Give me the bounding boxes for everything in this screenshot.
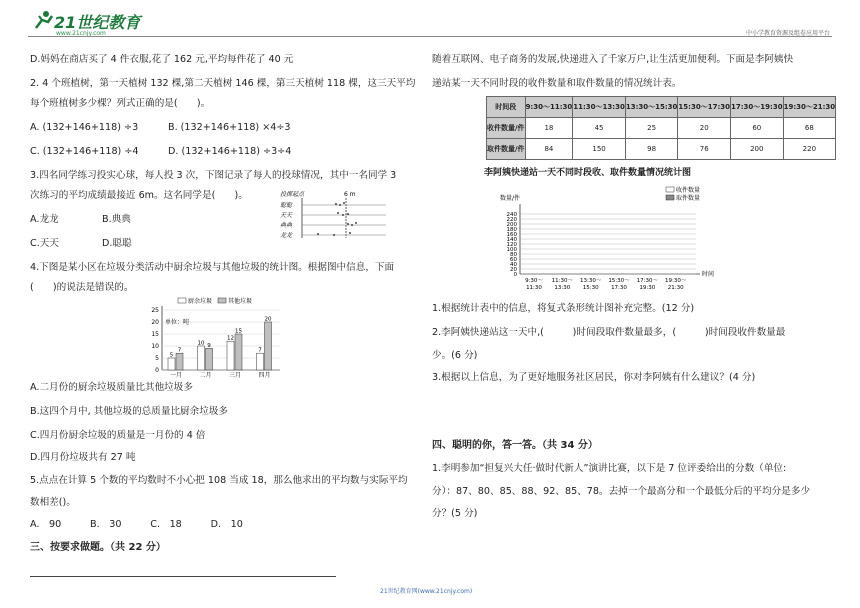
table-row [487,118,836,139]
y-tick-label: 140 [506,237,517,243]
delivery-table-wrap [486,96,836,160]
right-q1: 1.根据统计表中的信息，将复式条形统计图补充完整。(12 分) [432,303,695,314]
legend-label: 其他垃圾 [228,298,253,305]
y-tick-label: 160 [506,232,517,238]
y-axis-label: 数量/件 [500,195,521,202]
y-tick-label: 180 [506,227,517,233]
q3-stem-2: 次练习的平均成绩最接近 6m。这名同学是( )。 [30,190,248,201]
header-tagline: 中小学教育资源及组卷应用平台 [745,30,830,37]
table-slot: 19:30～21:30 [783,97,836,118]
x-axis-label: 时间 [702,271,715,278]
legend-label: 收件数量 [676,187,701,194]
q3-stem-1: 3.四名同学练习投实心球，每人投 3 次，下图记录了每人的投球情况，其中一名同学 3 [30,170,397,181]
right-q3: 3.根据以上信息，为了更好地服务社区居民，你对李阿姨有什么建议？(4 分) [432,372,756,383]
throw-record-figure [278,188,390,240]
x-tick-label: 17:30～ [636,278,659,284]
y-tick-label: 15 [151,331,159,338]
bar-value-label: 9 [207,342,211,349]
q3-option-d: D.聪聪 [102,238,132,249]
table-row-label: 取件数量/件 [487,139,526,160]
q4-option-b: B.这四个月中, 其他垃圾的总质量比厨余垃圾多 [30,406,229,417]
s4-q1-line-1: 1.李明参加“担复兴大任·做时代新人”演讲比赛，以下是 7 位评委给出的分数（单位: [432,463,787,474]
q1-option-d: D.妈妈在商店买了 4 件衣服,花了 162 元,平均每件花了 40 元 [30,54,294,65]
throw-name-label: 典典 [280,222,293,229]
x-tick-label: 19:30～ [664,278,687,284]
x-tick-label: 15:30 [582,285,599,291]
chart-title: 李阿姨快递站一天不同时段收、取件数量情况统计图 [484,168,692,178]
s4-q1-line-3: 分？(5 分) [432,508,478,519]
garbage-bar-chart [140,296,290,378]
y-tick-label: 200 [506,222,517,228]
legend-swatch-pickup [666,195,674,200]
table-cell: 98 [625,139,678,160]
throw-point [342,214,344,216]
right-q2-line-2: 少。(6 分) [432,350,478,361]
bar [168,358,175,370]
q5-stem-2: 数相差()。 [30,497,76,508]
bar [235,334,242,370]
bar [206,348,213,370]
y-tick-label: 40 [510,262,517,268]
table-slot: 11:30～13:30 [573,97,626,118]
table-slot: 9:30～11:30 [525,97,573,118]
x-tick-label: 13:30 [554,285,571,291]
bar [176,353,183,370]
s4-q1-line-2: 分）：87、80、85、88、92、85、78。去掉一个最高分和一个最低分后的平均分是多少 [432,486,811,497]
y-tick-label: 20 [151,319,159,326]
throw-mark-label: 6 m [344,191,356,198]
bar-value-label: 15 [235,328,242,335]
q4-option-a: A.二月份的厨余垃圾质量比其他垃圾多 [30,382,193,393]
x-tick-label: 一月 [169,372,183,378]
q4-option-c: C.四月份厨余垃圾的质量是一月份的 4 倍 [30,430,206,441]
logo-url: www.21cnjy.com [56,30,106,37]
y-tick-label: 220 [506,217,517,223]
throw-point [347,223,349,225]
bar-value-label: 7 [177,347,182,354]
unit-label: 单位：吨 [165,319,190,326]
table-cell: 18 [525,118,573,139]
y-tick-label: 240 [506,212,517,218]
y-tick-label: 25 [151,307,159,314]
table-slot: 13:30～15:30 [625,97,678,118]
bar-value-label: 7 [258,347,262,354]
throw-name-label: 天天 [280,212,293,219]
bar [227,341,234,370]
throw-point [337,212,339,214]
throw-point [339,204,341,206]
throw-start-label: 投掷起点 [280,191,305,198]
q3-option-c: C.天天 [30,238,59,249]
table-header-label: 时间段 [487,97,526,118]
table-row [487,139,836,160]
x-tick-label: 13:30～ [579,278,602,284]
y-tick-label: 20 [510,267,517,273]
y-tick-label: 80 [510,252,517,258]
table-cell: 76 [678,139,731,160]
y-tick-label: 60 [510,257,517,263]
runner-logo-icon [32,10,54,30]
bar [265,322,272,370]
footer-text: 21世纪教育网(www.21cnjy.com) [380,588,473,595]
table-row-label: 收件数量/件 [487,118,526,139]
bar [198,346,205,370]
legend-swatch-kitchen [178,298,186,303]
delivery-bar-chart [480,184,716,300]
table-slot: 15:30～17:30 [678,97,731,118]
x-tick-label: 19:30 [639,285,656,291]
bar-value-label: 12 [227,335,234,342]
x-tick-label: 15:30～ [608,278,630,284]
table-cell: 220 [783,139,836,160]
y-tick-label: 100 [506,247,517,253]
header-divider [28,36,832,37]
q3-option-b: B.典典 [102,214,131,225]
delivery-table [486,96,836,160]
x-tick-label: 二月 [199,372,212,378]
bar-value-label: 20 [264,316,272,323]
q2-stem-1: 2. 4 个班植树，第一天植树 132 棵,第二天植树 146 棵，第三天植树 118 棵，这三天平均 [30,78,416,89]
left-bottom-rule [30,576,336,577]
throw-name-label: 聪聪 [280,202,293,209]
table-header-row [487,97,836,118]
logo-text: 21世纪教育 [54,13,141,32]
throw-point [349,232,351,234]
y-tick-label: 120 [506,242,517,248]
q5-options: A. 90 B. 30 C. 18 D. 10 [30,519,243,530]
throw-point [333,234,335,236]
x-tick-label: 四月 [258,372,271,378]
section-4-heading: 四、聪明的你，答一答。（共 34 分） [432,440,598,451]
table-slot: 17:30～19:30 [731,97,784,118]
table-cell: 150 [573,139,626,160]
x-tick-label: 21:30 [667,285,684,291]
legend-swatch-receive [666,187,674,192]
bar-value-label: 10 [197,340,205,347]
legend-swatch-other [218,298,226,303]
legend-label: 取件数量 [676,195,701,202]
throw-point [355,222,357,224]
y-tick-label: 10 [151,343,159,350]
bar [257,353,264,370]
q2-option-b: B. (132+146+118) ×4÷3 [168,122,291,133]
q4-stem-1: 4.下图是某小区在垃圾分类活动中厨余垃圾与其他垃圾的统计图。根据图中信息，下面 [30,262,395,273]
q2-stem-2: 每个班植树多少棵？列式正确的是( )。 [30,98,211,109]
y-tick-label: 0 [155,367,159,374]
bar-value-label: 5 [169,352,174,359]
q2-option-a: A. (132+146+118) ÷3 [30,122,139,133]
q5-stem-1: 5.点点在计算 5 个数的平均数时不小心把 108 当成 18，那么他求出的平均数与实际平均 [30,475,408,486]
q2-option-c: C. (132+146+118) ÷4 [30,146,139,157]
y-tick-label: 0 [513,272,517,278]
legend-label: 厨余垃圾 [188,298,213,305]
table-cell: 25 [625,118,678,139]
throw-point [351,224,353,226]
table-cell: 45 [573,118,626,139]
throw-point [343,202,345,204]
table-cell: 60 [731,118,784,139]
q2-option-d: D. (132+146+118) ÷3÷4 [168,146,292,157]
right-q2-line-1: 2.李阿姨快递站这一天中,( )时间段取件数量最多，( )时间段收件数量最 [432,327,786,338]
throw-point [317,233,319,235]
x-tick-label: 11:30 [526,285,542,291]
q4-option-d: D.四月份垃圾共有 27 吨 [30,452,136,463]
q4-stem-2: ( )的说法是错误的。 [30,282,134,293]
q3-option-a: A.龙龙 [30,214,59,225]
x-tick-label: 9:30～ [525,278,543,284]
throw-point [335,203,337,205]
intro-line-2: 递站某一天不同时段的收件数量和取件数量的情况统计表。 [432,78,682,89]
y-tick-label: 5 [155,355,159,362]
x-tick-label: 17:30 [611,285,627,291]
table-cell: 68 [783,118,836,139]
throw-name-label: 龙龙 [280,232,293,239]
table-cell: 84 [525,139,573,160]
throw-point [347,213,349,215]
x-tick-label: 11:30～ [551,278,574,284]
intro-line-1: 随着互联网、电子商务的发展,快递进入了千家万户,让生活更加便利。下面是李阿姨快 [432,54,794,65]
throw-rows [280,201,386,239]
section-3-heading: 三、按要求做题。（共 22 分） [30,542,166,553]
table-cell: 20 [678,118,731,139]
table-cell: 200 [731,139,784,160]
x-tick-label: 三月 [228,372,242,378]
